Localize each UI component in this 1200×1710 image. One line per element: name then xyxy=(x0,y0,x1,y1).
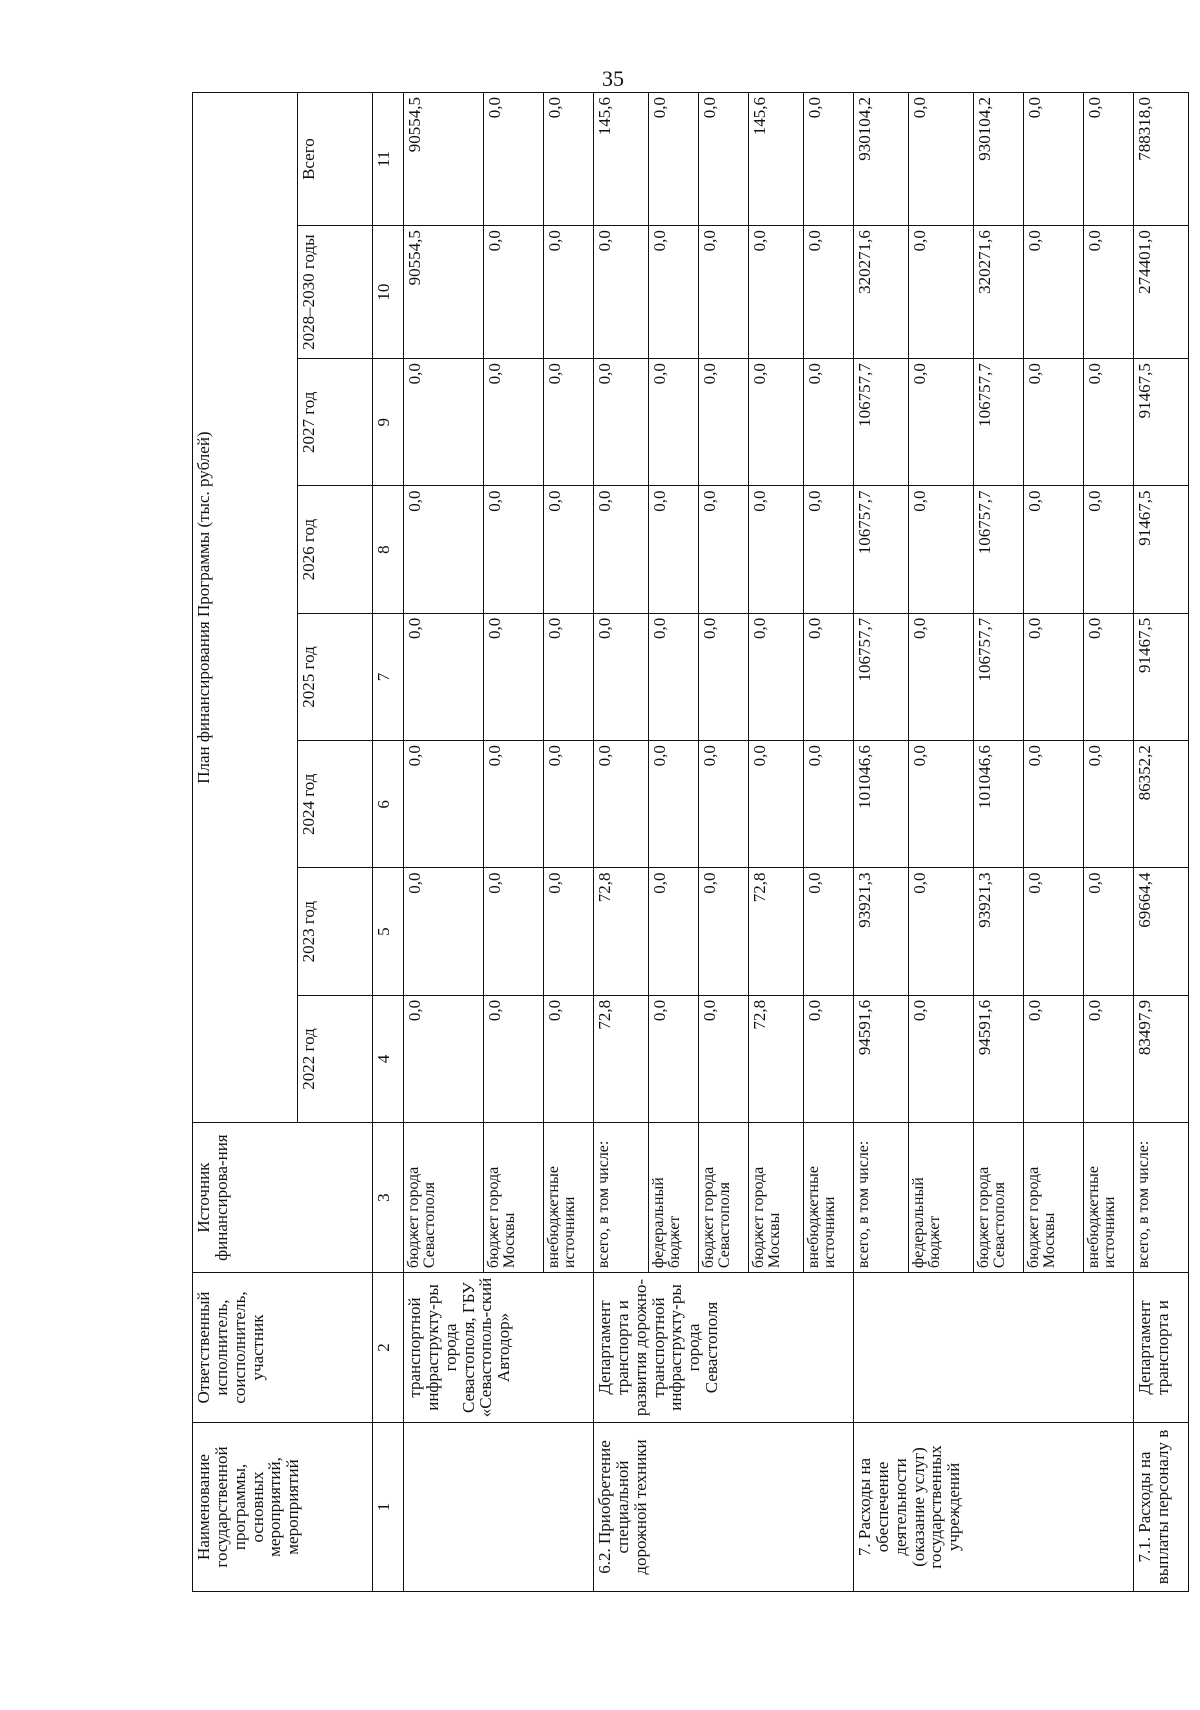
amount-cell: 0,0 xyxy=(594,613,649,740)
responsible-executor: Департамент транспорта и развития дорожно-транспортной инфраструкту-ры города Севастополя xyxy=(594,1273,854,1423)
amount-cell: 0,0 xyxy=(1024,741,1084,868)
amount-cell: 0,0 xyxy=(544,995,594,1122)
amount-cell: 0,0 xyxy=(404,868,484,995)
amount-cell: 101046,6 xyxy=(974,741,1024,868)
amount-cell: 106757,7 xyxy=(974,359,1024,486)
amount-cell: 930104,2 xyxy=(854,93,909,226)
amount-cell: 0,0 xyxy=(1024,486,1084,613)
amount-cell: 0,0 xyxy=(404,359,484,486)
amount-cell: 69664,4 xyxy=(1134,868,1189,995)
amount-cell: 0,0 xyxy=(804,93,854,226)
amount-cell: 90554,5 xyxy=(404,93,484,226)
amount-cell: 0,0 xyxy=(1024,359,1084,486)
scan-edge xyxy=(0,0,1200,6)
table-row xyxy=(854,93,909,1592)
amount-cell: 0,0 xyxy=(749,359,804,486)
amount-cell: 0,0 xyxy=(404,995,484,1122)
header-year: 2022 год xyxy=(298,995,373,1122)
amount-cell: 0,0 xyxy=(699,486,749,613)
amount-cell: 145,6 xyxy=(749,93,804,226)
funding-source: внебюджетные источники xyxy=(1084,1123,1134,1273)
amount-cell: 72,8 xyxy=(749,995,804,1122)
funding-source: всего, в том числе: xyxy=(1134,1123,1189,1273)
amount-cell: 83497,9 xyxy=(1134,995,1189,1122)
header-year: 2028–2030 годы xyxy=(298,226,373,359)
header-year: Всего xyxy=(298,93,373,226)
amount-cell: 0,0 xyxy=(1084,359,1134,486)
amount-cell: 0,0 xyxy=(749,226,804,359)
funding-source: федеральный бюджет xyxy=(909,1123,974,1273)
amount-cell: 0,0 xyxy=(544,226,594,359)
funding-source: бюджет города Севастополя xyxy=(699,1123,749,1273)
amount-cell: 0,0 xyxy=(909,868,974,995)
amount-cell: 0,0 xyxy=(699,93,749,226)
table-row xyxy=(594,93,649,1592)
table-row xyxy=(1134,93,1189,1592)
funding-source: бюджет города Москвы xyxy=(484,1123,544,1273)
amount-cell: 72,8 xyxy=(594,868,649,995)
amount-cell: 0,0 xyxy=(1024,93,1084,226)
amount-cell: 0,0 xyxy=(649,359,699,486)
amount-cell: 0,0 xyxy=(699,613,749,740)
header-year: 2024 год xyxy=(298,741,373,868)
header-source: Источник финансирова-ния xyxy=(193,1123,373,1273)
header-year: 2026 год xyxy=(298,486,373,613)
measure-name xyxy=(404,1422,594,1591)
amount-cell: 0,0 xyxy=(699,868,749,995)
amount-cell: 72,8 xyxy=(749,868,804,995)
amount-cell: 0,0 xyxy=(484,613,544,740)
amount-cell: 0,0 xyxy=(484,93,544,226)
amount-cell: 0,0 xyxy=(649,226,699,359)
column-number: 11 xyxy=(373,93,404,226)
amount-cell: 0,0 xyxy=(594,486,649,613)
amount-cell: 90554,5 xyxy=(404,226,484,359)
amount-cell: 0,0 xyxy=(804,486,854,613)
column-number: 4 xyxy=(373,995,404,1122)
amount-cell: 93921,3 xyxy=(974,868,1024,995)
amount-cell: 0,0 xyxy=(749,613,804,740)
measure-name: 7.1. Расходы на выплаты персоналу в xyxy=(1134,1422,1189,1591)
amount-cell: 0,0 xyxy=(699,995,749,1122)
amount-cell: 274401,0 xyxy=(1134,226,1189,359)
amount-cell: 0,0 xyxy=(1084,93,1134,226)
amount-cell: 0,0 xyxy=(1084,613,1134,740)
amount-cell: 94591,6 xyxy=(854,995,909,1122)
amount-cell: 93921,3 xyxy=(854,868,909,995)
funding-source: федеральный бюджет xyxy=(649,1123,699,1273)
column-number: 5 xyxy=(373,868,404,995)
table-row xyxy=(404,93,484,1592)
amount-cell: 0,0 xyxy=(1084,868,1134,995)
amount-cell: 0,0 xyxy=(649,486,699,613)
amount-cell: 0,0 xyxy=(909,741,974,868)
amount-cell: 91467,5 xyxy=(1134,486,1189,613)
header-year: 2025 год xyxy=(298,613,373,740)
amount-cell: 106757,7 xyxy=(854,486,909,613)
funding-source: бюджет города Москвы xyxy=(749,1123,804,1273)
amount-cell: 0,0 xyxy=(484,226,544,359)
column-number: 10 xyxy=(373,226,404,359)
amount-cell: 106757,7 xyxy=(854,359,909,486)
amount-cell: 0,0 xyxy=(1024,226,1084,359)
amount-cell: 320271,6 xyxy=(974,226,1024,359)
amount-cell: 0,0 xyxy=(1084,486,1134,613)
header-year: 2027 год xyxy=(298,359,373,486)
amount-cell: 0,0 xyxy=(594,359,649,486)
funding-source: бюджет города Севастополя xyxy=(974,1123,1024,1273)
amount-cell: 0,0 xyxy=(594,741,649,868)
column-number: 9 xyxy=(373,359,404,486)
amount-cell: 0,0 xyxy=(649,995,699,1122)
funding-source: всего, в том числе: xyxy=(594,1123,649,1273)
amount-cell: 0,0 xyxy=(1024,613,1084,740)
amount-cell: 0,0 xyxy=(544,359,594,486)
column-number: 8 xyxy=(373,486,404,613)
amount-cell: 788318,0 xyxy=(1134,93,1189,226)
amount-cell: 0,0 xyxy=(1084,995,1134,1122)
amount-cell: 101046,6 xyxy=(854,741,909,868)
rotated-table-container xyxy=(192,92,1172,1592)
amount-cell: 0,0 xyxy=(484,868,544,995)
amount-cell: 0,0 xyxy=(909,226,974,359)
amount-cell: 0,0 xyxy=(699,359,749,486)
amount-cell: 320271,6 xyxy=(854,226,909,359)
amount-cell: 930104,2 xyxy=(974,93,1024,226)
amount-cell: 0,0 xyxy=(484,486,544,613)
amount-cell: 106757,7 xyxy=(854,613,909,740)
amount-cell: 106757,7 xyxy=(974,486,1024,613)
responsible-executor: Департамент транспорта и xyxy=(1134,1273,1189,1423)
measure-name: 7. Расходы на обеспечение деятельности (оказание услуг) государственных учреждений xyxy=(854,1422,1134,1591)
amount-cell: 145,6 xyxy=(594,93,649,226)
header-name: Наименование государственной программы, основных мероприятий, мероприятий xyxy=(193,1422,373,1591)
amount-cell: 0,0 xyxy=(484,741,544,868)
amount-cell: 0,0 xyxy=(1024,868,1084,995)
amount-cell: 0,0 xyxy=(544,486,594,613)
column-number: 7 xyxy=(373,613,404,740)
column-number: 2 xyxy=(373,1273,404,1423)
measure-name: 6.2. Приобретение специальной дорожной техники xyxy=(594,1422,854,1591)
amount-cell: 0,0 xyxy=(649,613,699,740)
funding-source: всего, в том числе: xyxy=(854,1123,909,1273)
amount-cell: 91467,5 xyxy=(1134,613,1189,740)
amount-cell: 0,0 xyxy=(1084,741,1134,868)
amount-cell: 0,0 xyxy=(544,613,594,740)
header-plan: План финансирования Программы (тыс. рублей) xyxy=(193,93,298,1123)
amount-cell: 0,0 xyxy=(804,868,854,995)
funding-source: внебюджетные источники xyxy=(804,1123,854,1273)
amount-cell: 0,0 xyxy=(649,868,699,995)
amount-cell: 0,0 xyxy=(909,359,974,486)
amount-cell: 0,0 xyxy=(404,486,484,613)
amount-cell: 0,0 xyxy=(909,486,974,613)
amount-cell: 0,0 xyxy=(404,741,484,868)
amount-cell: 0,0 xyxy=(909,613,974,740)
amount-cell: 0,0 xyxy=(544,868,594,995)
amount-cell: 94591,6 xyxy=(974,995,1024,1122)
amount-cell: 0,0 xyxy=(1024,995,1084,1122)
amount-cell: 0,0 xyxy=(594,226,649,359)
amount-cell: 0,0 xyxy=(544,741,594,868)
amount-cell: 0,0 xyxy=(484,995,544,1122)
amount-cell: 0,0 xyxy=(544,93,594,226)
funding-source: бюджет города Москвы xyxy=(1024,1123,1084,1273)
header-year: 2023 год xyxy=(298,868,373,995)
column-number: 6 xyxy=(373,741,404,868)
amount-cell: 0,0 xyxy=(804,995,854,1122)
amount-cell: 0,0 xyxy=(649,93,699,226)
amount-cell: 0,0 xyxy=(749,741,804,868)
amount-cell: 72,8 xyxy=(594,995,649,1122)
header-responsible: Ответственный исполнитель, соисполнитель, участник xyxy=(193,1273,373,1423)
amount-cell: 0,0 xyxy=(699,741,749,868)
amount-cell: 86352,2 xyxy=(1134,741,1189,868)
amount-cell: 0,0 xyxy=(749,486,804,613)
page-number: 35 xyxy=(602,66,624,91)
amount-cell: 0,0 xyxy=(1084,226,1134,359)
amount-cell: 0,0 xyxy=(909,93,974,226)
responsible-executor: транспортной инфраструкту-ры города Севастополя, ГБУ «Севастополь-ский Автодор» xyxy=(404,1273,594,1423)
amount-cell: 0,0 xyxy=(804,359,854,486)
funding-source: внебюджетные источники xyxy=(544,1123,594,1273)
amount-cell: 0,0 xyxy=(804,613,854,740)
column-number: 1 xyxy=(373,1422,404,1591)
amount-cell: 0,0 xyxy=(404,613,484,740)
amount-cell: 0,0 xyxy=(649,741,699,868)
amount-cell: 0,0 xyxy=(804,741,854,868)
financing-table xyxy=(192,92,1189,1592)
column-number: 3 xyxy=(373,1123,404,1273)
responsible-executor xyxy=(854,1273,1134,1423)
amount-cell: 0,0 xyxy=(804,226,854,359)
amount-cell: 0,0 xyxy=(909,995,974,1122)
amount-cell: 0,0 xyxy=(699,226,749,359)
funding-source: бюджет города Севастополя xyxy=(404,1123,484,1273)
amount-cell: 0,0 xyxy=(484,359,544,486)
amount-cell: 106757,7 xyxy=(974,613,1024,740)
amount-cell: 91467,5 xyxy=(1134,359,1189,486)
